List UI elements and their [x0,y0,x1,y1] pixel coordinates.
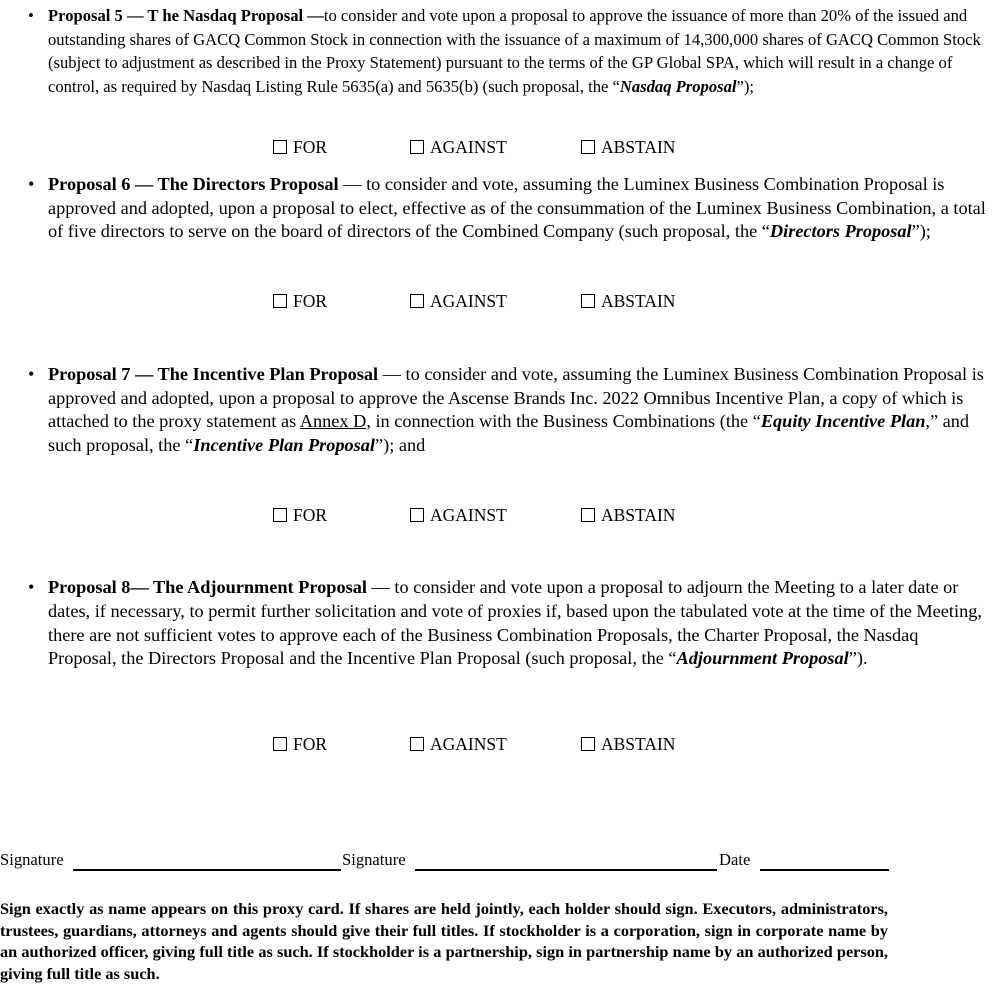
against-label: AGAINST [430,137,507,157]
checkbox-icon[interactable] [273,140,287,154]
proposal-7-body-1: — to consider and vote, assuming the Luminex Business Combination Proposal is approved and adopted, upon a proposal to approve the Ascense Brands Inc. 2022 Omnibus Incentive Plan, a copy of which is attached to the proxy statement as [48,364,984,432]
checkbox-icon[interactable] [410,294,424,308]
proposal-8-text [48,576,988,671]
proposal-8-for-option[interactable] [273,734,327,755]
annex-d-link[interactable]: Annex D [299,411,367,432]
abstain-label: ABSTAIN [601,505,676,525]
abstain-label: ABSTAIN [601,137,676,157]
proposal-6-abstain-option[interactable] [581,291,675,312]
proposal-7-against-option[interactable] [410,505,507,526]
proposal-7-defined-term-1: Equity Incentive Plan [760,411,926,432]
proposal-5-text [48,4,988,98]
proposal-7-for-option[interactable] [273,505,327,526]
proposal-6-body: — to consider and vote, assuming the Luminex Business Combination Proposal is approved and adopted, upon a proposal to elect, effective as of the consummation of the Luminex Business Combination, a total of five directors to serve on the board of directors of the Combined Company (such proposal, the “ [48,174,986,242]
against-label: AGAINST [430,505,507,525]
proposal-8 [28,576,988,671]
checkbox-icon[interactable] [273,508,287,522]
checkbox-icon[interactable] [581,140,595,154]
proposal-6-text [48,173,988,244]
against-label: AGAINST [430,734,507,754]
proposal-7-body-3: ,” and such proposal, the “ [48,411,970,455]
abstain-label: ABSTAIN [601,734,676,754]
date-field[interactable] [760,869,889,871]
proposal-8-defined-term: Adjournment Proposal [676,648,849,669]
proposal-5 [28,4,988,98]
proposal-5-heading: Proposal 5 — T he Nasdaq Proposal — [48,6,324,25]
proposal-6-heading: Proposal 6 — The Directors Proposal [48,174,339,194]
proposal-8-end: ”). [848,648,868,669]
checkbox-icon[interactable] [410,508,424,522]
proposal-6-end: ”); [911,221,931,242]
signature-field-1[interactable] [73,869,341,871]
checkbox-icon[interactable] [273,294,287,308]
proposal-6-against-option[interactable] [410,291,507,312]
bullet: • [28,364,35,384]
proposal-8-abstain-option[interactable] [581,734,675,755]
proposal-7-abstain-option[interactable] [581,505,675,526]
for-label: FOR [293,137,328,157]
checkbox-icon[interactable] [581,294,595,308]
against-label: AGAINST [430,291,507,311]
proposal-7-body-2: , in connection with the Business Combinations (the “ [366,411,761,432]
signature-label-1: Signature [0,850,64,869]
signature-line [0,850,994,874]
date-label: Date [719,850,751,869]
signature-label-2: Signature [342,850,406,869]
proposal-8-body: — to consider and vote upon a proposal to adjourn the Meeting to a later date or dates, if necessary, to permit further solicitation and vote of proxies if, based upon the tabulated vote at the time of the Meeting, there are not sufficient votes to approve each of the Business Combination Proposals, the Charter Proposal, the Nasdaq Proposal, the Directors Proposal and the Incentive Plan Proposal (such proposal, the “ [48,577,982,669]
signing-instructions: Sign exactly as name appears on this proxy card. If shares are held jointly, each holder should sign. Executors, administrators, trustees, guardians, attorneys and agents should give their full titles. If stockholder is a corporation, sign in corporate name by an authorized officer, giving full title as such. If stockholder is a partnership, sign in partnership name by an authorized person, giving full title as such. [0,899,888,983]
proposal-5-abstain-option[interactable] [581,137,675,158]
checkbox-icon[interactable] [581,737,595,751]
proposal-6-for-option[interactable] [273,291,327,312]
for-label: FOR [293,291,328,311]
proposal-5-body: to consider and vote upon a proposal to approve the issuance of more than 20% of the issued and outstanding shares of GACQ Common Stock in connection with the issuance of a maximum of 14,300,000 shares of GACQ Common Stock (subject to adjustment as described in the Proxy Statement) pursuant to the terms of the GP Global SPA, which will result in a change of control, as required by Nasdaq Listing Rule 5635(a) and 5635(b) (such proposal, the “ [48,6,981,96]
abstain-label: ABSTAIN [601,291,676,311]
proposal-5-end: ”); [736,76,755,96]
checkbox-icon[interactable] [410,737,424,751]
bullet: • [28,577,35,597]
checkbox-icon[interactable] [410,140,424,154]
signature-field-2[interactable] [415,869,717,871]
bullet: • [28,6,34,25]
proposal-5-against-option[interactable] [410,137,507,158]
proposal-6 [28,173,988,244]
for-label: FOR [293,505,328,525]
proposal-8-heading: Proposal 8— The Adjournment Proposal [48,577,367,597]
checkbox-icon[interactable] [273,737,287,751]
proposal-5-defined-term: Nasdaq Proposal [619,76,737,96]
proposal-7-defined-term-2: Incentive Plan Proposal [193,434,375,455]
proposal-7-heading: Proposal 7 — The Incentive Plan Proposal [48,364,379,384]
checkbox-icon[interactable] [581,508,595,522]
for-label: FOR [293,734,328,754]
proposal-8-against-option[interactable] [410,734,507,755]
proposal-6-defined-term: Directors Proposal [769,221,912,242]
proposal-7-end: ”); and [375,434,426,455]
bullet: • [28,174,35,194]
proposal-7 [28,363,988,457]
proposal-5-for-option[interactable] [273,137,327,158]
proposal-7-text [48,363,988,457]
